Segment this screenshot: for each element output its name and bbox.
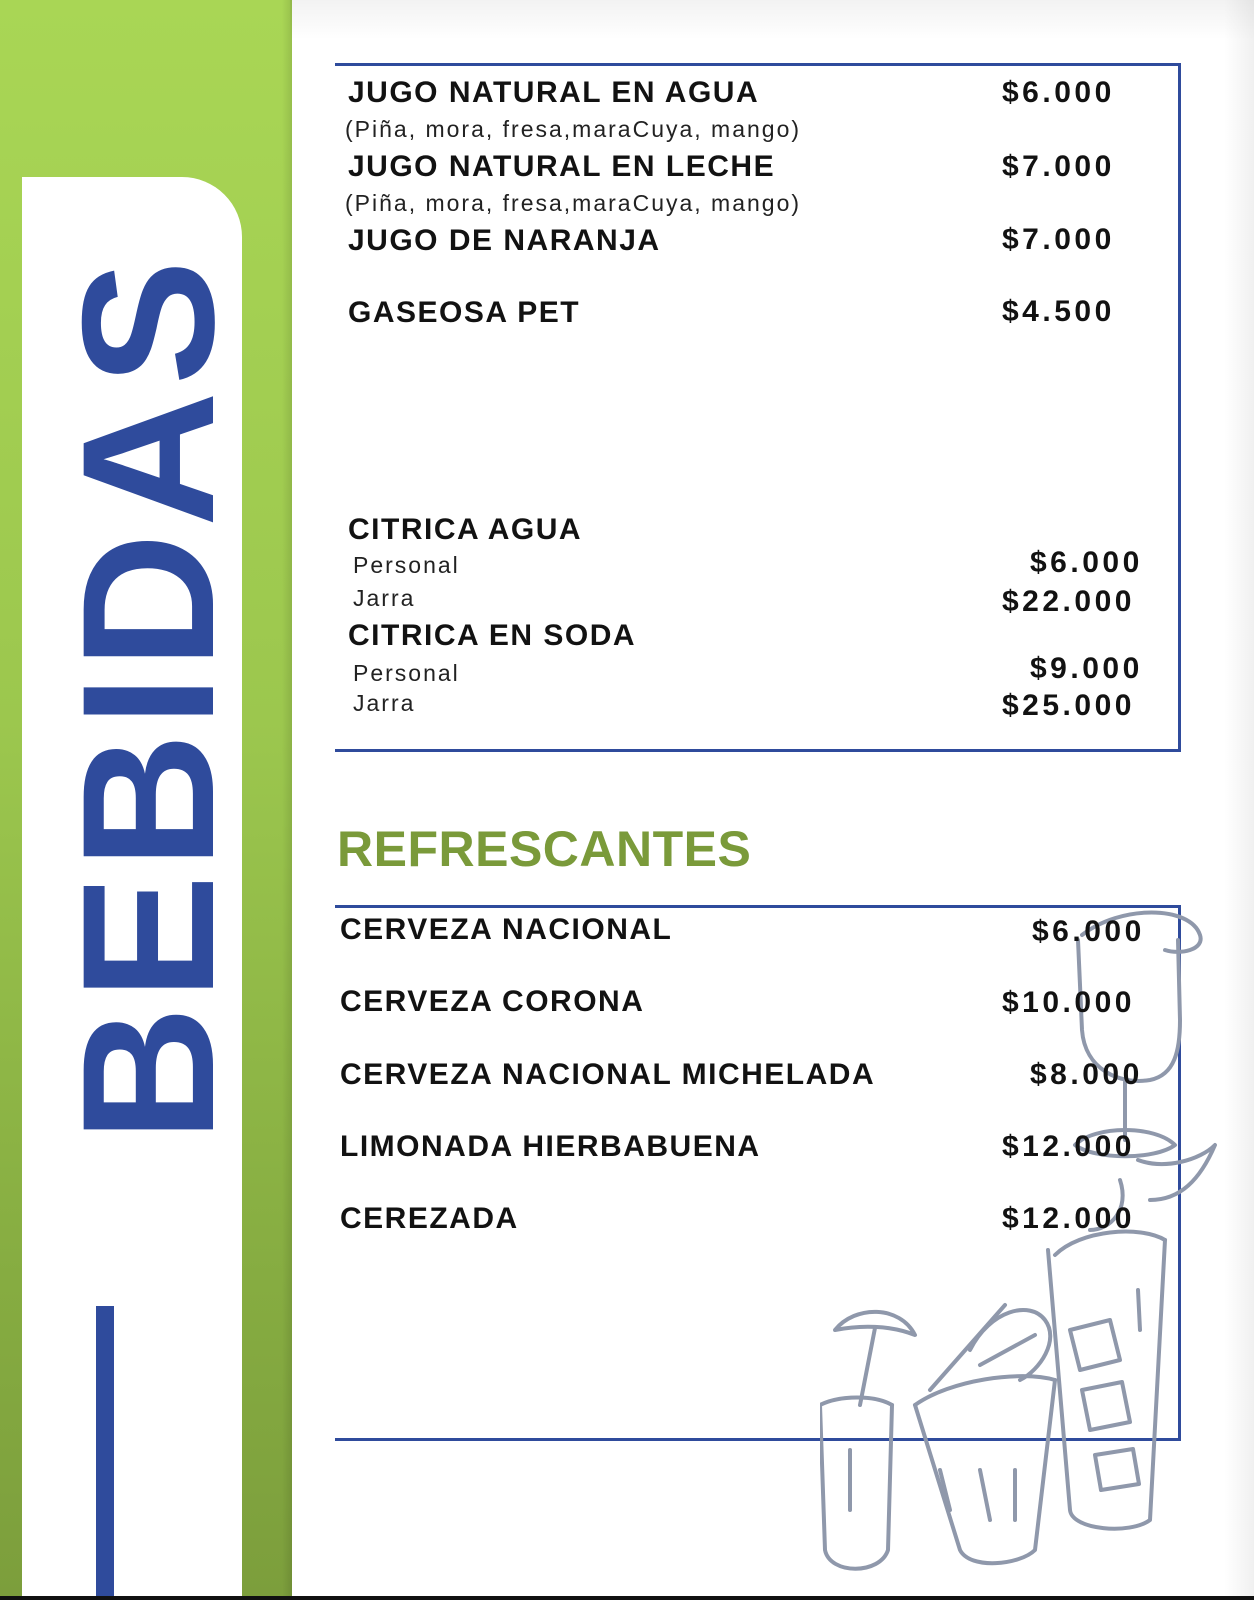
size-label: Jarra (353, 585, 416, 611)
item-name: CITRICA AGUA (348, 513, 583, 546)
item-note: (Piña, mora, fresa,maraCuya, mango) (345, 190, 802, 216)
item-name: CEREZADA (340, 1202, 519, 1235)
item-name: JUGO NATURAL EN AGUA (348, 76, 760, 109)
item-price: $4.500 (1002, 295, 1115, 328)
side-title: BEBIDAS (43, 253, 253, 1143)
item-note: (Piña, mora, fresa,maraCuya, mango) (345, 116, 802, 142)
item-name: GASEOSA PET (348, 296, 581, 329)
size-price: $22.000 (1002, 585, 1135, 618)
side-accent-line (96, 1306, 114, 1600)
item-name: JUGO DE NARANJA (348, 224, 661, 257)
size-label: Personal (353, 660, 460, 686)
item-name: CERVEZA NACIONAL MICHELADA (340, 1058, 876, 1091)
item-price: $12.000 (1002, 1202, 1135, 1235)
size-price: $25.000 (1002, 689, 1135, 722)
item-price: $12.000 (1002, 1130, 1135, 1163)
item-price: $8.000 (1030, 1058, 1143, 1091)
item-name: CITRICA EN SODA (348, 619, 637, 652)
item-price: $10.000 (1002, 986, 1135, 1019)
item-name: CERVEZA CORONA (340, 985, 645, 1018)
section-title-refrescantes: REFRESCANTES (337, 821, 752, 877)
item-name: CERVEZA NACIONAL (340, 913, 673, 946)
item-name: JUGO NATURAL EN LECHE (348, 150, 776, 183)
item-price: $6.000 (1032, 915, 1145, 948)
size-label: Personal (353, 552, 460, 578)
size-price: $9.000 (1030, 652, 1143, 685)
item-price: $6.000 (1002, 76, 1115, 109)
item-price: $7.000 (1002, 223, 1115, 256)
size-price: $6.000 (1030, 546, 1143, 579)
page-bottom-edge (0, 1596, 1254, 1600)
item-price: $7.000 (1002, 150, 1115, 183)
item-name: LIMONADA HIERBABUENA (340, 1130, 761, 1163)
page-shadow-top (290, 0, 1254, 40)
size-label: Jarra (353, 690, 416, 716)
